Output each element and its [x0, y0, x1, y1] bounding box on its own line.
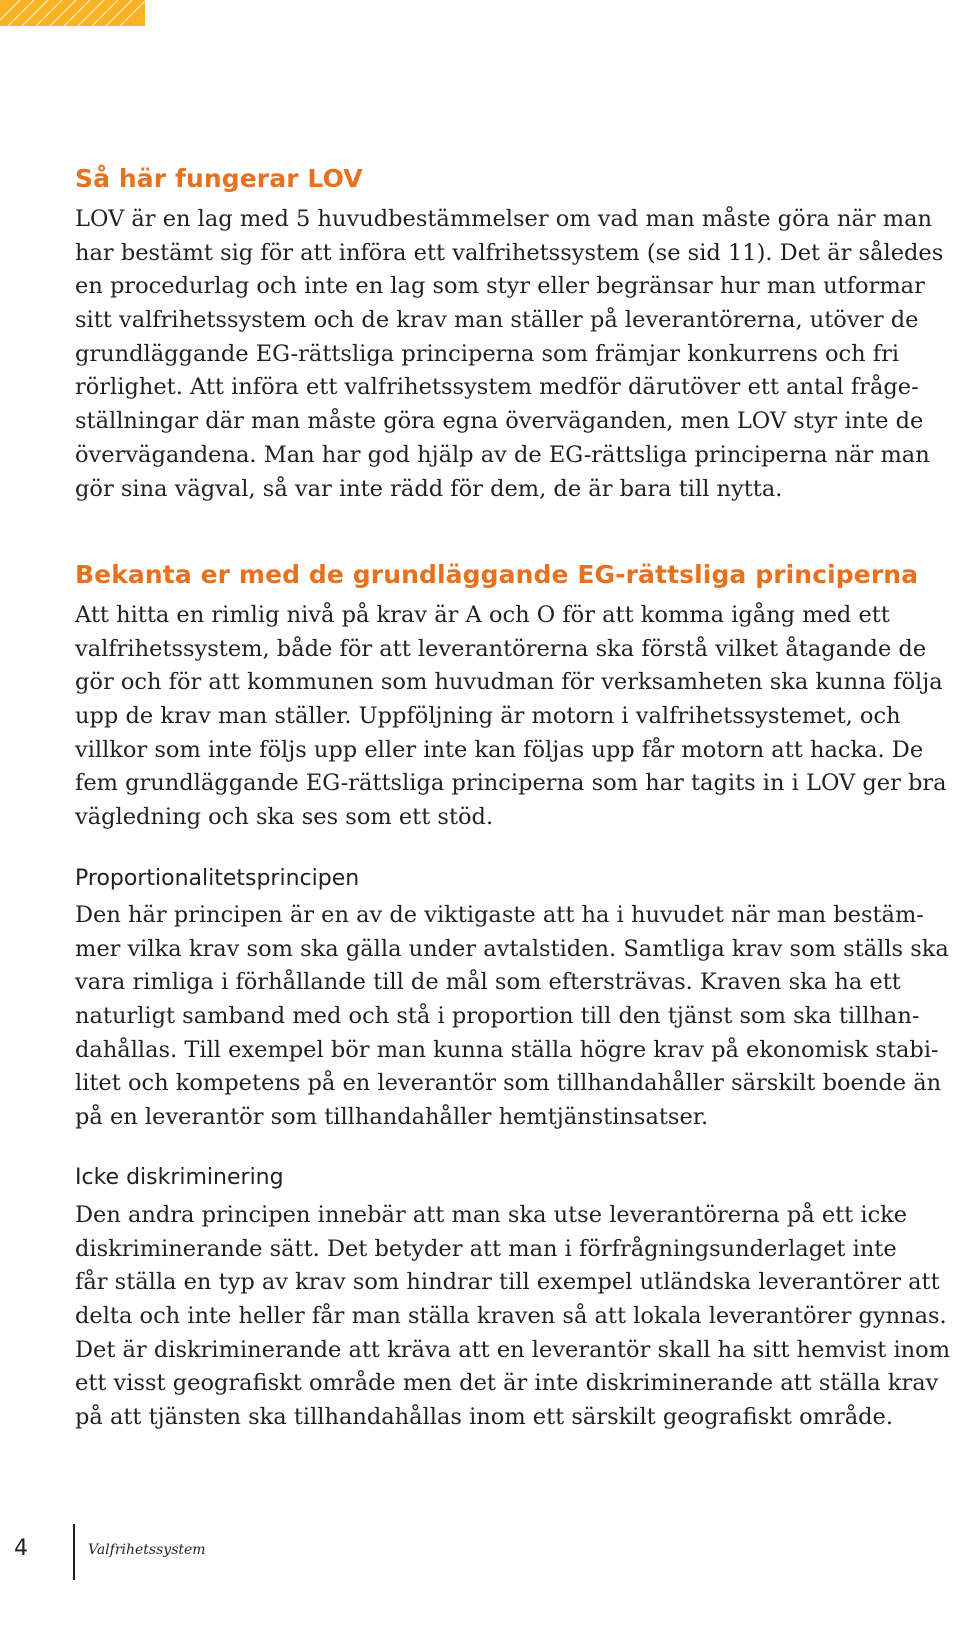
- text-line: ett visst geografiskt område men det är inte diskriminerande att ställa krav: [75, 1370, 939, 1397]
- text-line: grundläggande EG-rättsliga principerna som främjar konkurrens och fri: [75, 340, 900, 367]
- text-line: rörlighet. Att införa ett valfrihetssystem medför därutöver ett antal fråge-: [75, 374, 919, 401]
- text-line: valfrihetssystem, både för att leverantörerna ska förstå vilket åtagande de: [75, 635, 927, 662]
- paragraph-sa-har-fungerar-lov: [75, 203, 955, 506]
- text-line: LOV är en lag med 5 huvudbestämmelser om vad man måste göra när man: [75, 206, 933, 232]
- text-line: vara rimliga i förhållande till de mål som eftersträvas. Kraven ska ha ett: [75, 969, 901, 996]
- page-footer: [0, 1520, 960, 1580]
- text-line: gör sina vägval, så var inte rädd för dem, de är bara till nytta.: [75, 475, 783, 502]
- text-line: Att hitta en rimlig nivå på krav är A och O för att komma igång med ett: [75, 602, 890, 628]
- text-line: naturligt samband med och stå i proportion till den tjänst som ska tillhan-: [75, 1003, 920, 1030]
- text-line: på att tjänsten ska tillhandahållas inom ett särskilt geografiskt område.: [75, 1404, 893, 1431]
- text-line: Det är diskriminerande att kräva att en leverantör skall ha sitt hemvist inom: [75, 1336, 951, 1363]
- text-line: en procedurlag och inte en lag som styr eller begränsar hur man utformar: [75, 273, 925, 300]
- stripe-pattern-icon: [0, 0, 145, 26]
- text-line: övervägandena. Man har god hjälp av de EG-rättsliga principerna när man: [75, 441, 930, 468]
- sub-heading-proportionalitetsprincipen: Proportionalitetsprincipen: [75, 866, 360, 891]
- text-line: Den här principen är en av de viktigaste att ha i huvudet när man bestäm-: [75, 902, 924, 928]
- text-line: villkor som inte följs upp eller inte kan följas upp får motorn att hacka. De: [75, 736, 924, 763]
- text-line: Den andra principen innebär att man ska utse leverantörerna på ett icke: [75, 1202, 908, 1228]
- text-line: litet och kompetens på en leverantör som tillhandahåller särskilt boende än: [75, 1070, 942, 1097]
- text-line: på en leverantör som tillhandahåller hemtjänstinsatser.: [75, 1104, 709, 1131]
- sub-heading-icke-diskriminering: Icke diskriminering: [75, 1165, 284, 1190]
- text-line: diskriminerande sätt. Det betyder att man i förfrågningsunderlaget inte: [75, 1235, 897, 1262]
- page-number: 4: [14, 1536, 28, 1561]
- footer-divider: [73, 1524, 75, 1580]
- text-line: upp de krav man ställer. Uppföljning är motorn i valfrihetssystemet, och: [75, 703, 901, 730]
- text-line: får ställa en typ av krav som hindrar till exempel utländska leverantörer att: [75, 1269, 940, 1296]
- text-line: dahållas. Till exempel bör man kunna ställa högre krav på ekonomisk stabi-: [75, 1036, 939, 1063]
- text-line: ställningar där man måste göra egna överväganden, men LOV styr inte de: [75, 408, 924, 435]
- text-line: gör och för att kommunen som huvudman för verksamheten ska kunna följa: [75, 669, 943, 696]
- section-heading-eg-principer: Bekanta er med de grundläggande EG-rättsliga principerna: [75, 560, 919, 589]
- text-line: fem grundläggande EG-rättsliga principerna som har tagits in i LOV ger bra: [75, 770, 947, 797]
- footer-document-title: Valfrihetssystem: [88, 1542, 206, 1558]
- text-line: vägledning och ska ses som ett stöd.: [75, 804, 494, 831]
- section-heading-sa-har-fungerar-lov: Så här fungerar LOV: [75, 164, 363, 193]
- text-line: delta och inte heller får man ställa kraven så att lokala leverantörer gynnas.: [75, 1303, 947, 1330]
- paragraph-icke-diskriminering: [75, 1199, 955, 1435]
- paragraph-eg-principer: [75, 599, 955, 835]
- text-line: har bestämt sig för att införa ett valfrihetssystem (se sid 11). Det är således: [75, 239, 944, 266]
- text-line: sitt valfrihetssystem och de krav man ställer på leverantörerna, utöver de: [75, 307, 919, 334]
- corner-decoration: [0, 0, 145, 26]
- text-line: mer vilka krav som ska gälla under avtalstiden. Samtliga krav som ställs ska: [75, 935, 949, 962]
- paragraph-proportionalitetsprincipen: [75, 899, 955, 1135]
